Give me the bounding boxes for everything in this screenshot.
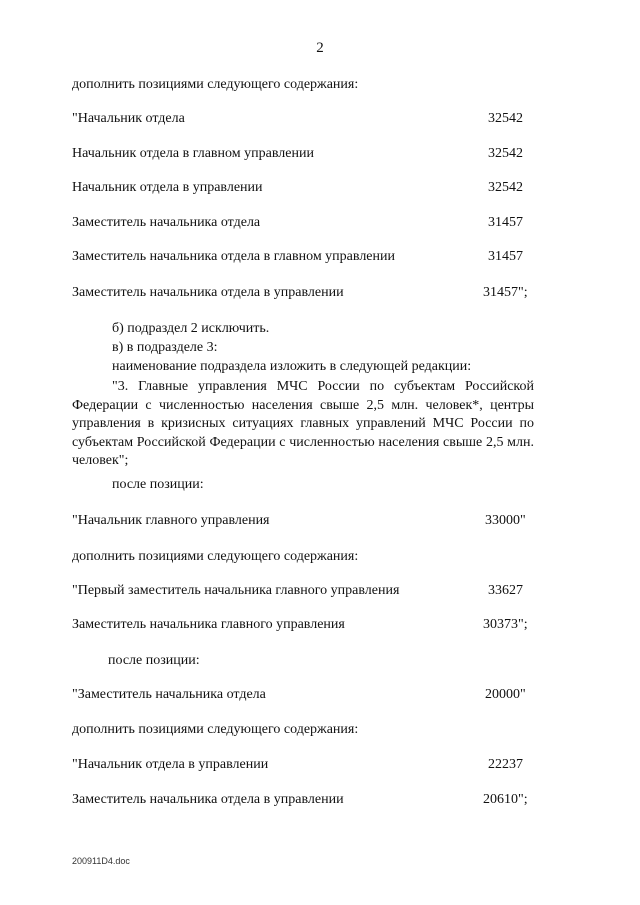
position-salary: 22237 bbox=[488, 757, 523, 772]
position-row bbox=[72, 214, 542, 232]
position-row bbox=[72, 791, 542, 809]
position-row bbox=[72, 179, 542, 197]
position-salary: 20610"; bbox=[483, 792, 528, 807]
page-number: 2 bbox=[316, 40, 324, 56]
position-row bbox=[72, 248, 542, 266]
position-title: "Первый заместитель начальника главного управления bbox=[72, 583, 400, 598]
position-salary: 30373"; bbox=[483, 617, 528, 632]
position-title: Заместитель начальника отдела в управлении bbox=[72, 792, 344, 807]
document-footer-code: 200911D4.doc bbox=[72, 856, 130, 866]
position-salary: 32542 bbox=[488, 180, 523, 195]
position-title: "Начальник отдела bbox=[72, 111, 185, 126]
position-title: Заместитель начальника отдела в главном управлении bbox=[72, 249, 395, 264]
position-title: Заместитель начальника отдела bbox=[72, 215, 261, 230]
item-v: в) в подразделе 3: bbox=[112, 340, 218, 355]
position-title: "Начальник главного управления bbox=[72, 513, 270, 528]
position-salary: 32542 bbox=[488, 111, 523, 126]
item-b: б) подраздел 2 исключить. bbox=[112, 321, 270, 336]
position-salary: 31457 bbox=[488, 249, 523, 264]
position-title: "Заместитель начальника отдела bbox=[72, 687, 266, 702]
position-title: "Начальник отдела в управлении bbox=[72, 757, 269, 772]
position-salary: 33000" bbox=[485, 513, 526, 528]
position-title: Заместитель начальника отдела в управлении bbox=[72, 285, 344, 300]
intro-text-1: дополнить позициями следующего содержания: bbox=[72, 77, 359, 92]
position-salary: 31457 bbox=[488, 215, 523, 230]
position-title: Заместитель начальника главного управления bbox=[72, 617, 345, 632]
intro-text-2: дополнить позициями следующего содержания: bbox=[72, 549, 359, 564]
position-title: Начальник отдела в главном управлении bbox=[72, 146, 314, 161]
position-salary: 31457"; bbox=[483, 285, 528, 300]
position-row bbox=[72, 512, 542, 530]
position-row bbox=[72, 284, 542, 302]
position-salary: 32542 bbox=[488, 146, 523, 161]
position-row bbox=[72, 145, 542, 163]
position-salary: 20000" bbox=[485, 687, 526, 702]
position-row bbox=[72, 756, 542, 774]
position-row bbox=[72, 110, 542, 128]
position-row bbox=[72, 582, 542, 600]
after-position-text-1: после позиции: bbox=[112, 477, 204, 492]
position-row bbox=[72, 616, 542, 634]
intro-text-3: дополнить позициями следующего содержания: bbox=[72, 722, 359, 737]
position-title: Начальник отдела в управлении bbox=[72, 180, 263, 195]
naming-line: наименование подраздела изложить в следующей редакции: bbox=[112, 359, 472, 374]
quoted-paragraph: "3. Главные управления МЧС России по субъектам Российской Федерации с численностью населения свыше 2,5 млн. человек*, центры управления в кризисных ситуациях главных управлений МЧС России по субъектам Российской Федерации с численностью населения свыше 2,5 млн. человек"; bbox=[72, 379, 534, 468]
position-salary: 33627 bbox=[488, 583, 523, 598]
after-position-text-2: после позиции: bbox=[108, 653, 200, 668]
position-row bbox=[72, 686, 542, 704]
